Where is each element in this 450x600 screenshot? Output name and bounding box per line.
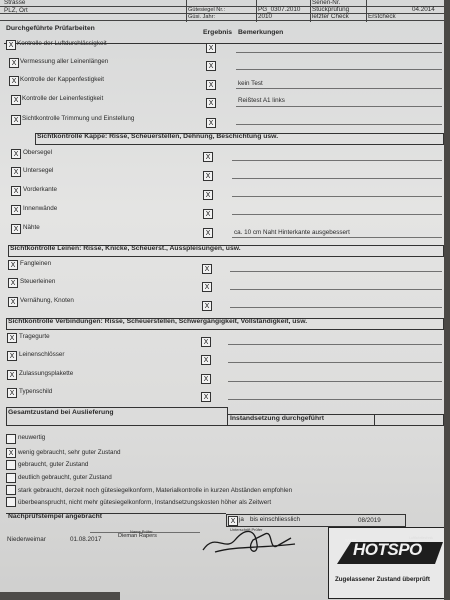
section2-check-3[interactable]: X [11, 205, 21, 215]
section4-line-0 [228, 344, 442, 345]
section3-line-0 [230, 271, 442, 272]
header-divider-1 [186, 0, 187, 22]
guesi-jahr-label: Güsi. Jahr: [188, 14, 216, 20]
section2-result-2[interactable]: X [203, 190, 213, 200]
stueckpruefung-label: Stückprüfung [312, 6, 350, 13]
strasse-label: Strasse [4, 0, 26, 6]
logo-www: www. [345, 538, 357, 544]
bis-value: 08/2019 [358, 517, 381, 524]
section1-title: Durchgeführte Prüfarbeiten [6, 25, 95, 32]
section4-result-2[interactable]: X [201, 374, 211, 384]
unterschrift-label: Unterschrift Prüfer [230, 527, 263, 532]
header-divider-3 [310, 0, 311, 22]
section2-line-4 [232, 237, 442, 238]
section2-check-1[interactable]: X [11, 167, 21, 177]
section2-check-4[interactable]: X [11, 224, 21, 234]
condition-label-3: deutlich gebraucht, guter Zustand [18, 474, 112, 481]
section3-label-1: Steuerleinen [20, 278, 56, 285]
section1-remark-3: Reißtest A1 links [238, 97, 285, 104]
header-rule-2 [0, 20, 444, 21]
section2-line-2 [232, 196, 442, 197]
header-divider-4 [366, 0, 367, 22]
section2-label-1: Untersegel [23, 167, 54, 174]
section1-line-1 [236, 69, 442, 70]
stempel-ja-check[interactable]: X [228, 516, 238, 526]
condition-label-5: überbeansprucht, nicht mehr gütesiegelkonform, Instandsetzungskosten höher als Zeitwert [18, 499, 272, 506]
section1-check-3[interactable]: X [11, 95, 21, 105]
section4-label-0: Tragegurte [19, 333, 50, 340]
section5-right-extra-box [374, 414, 444, 426]
section2-label-0: Obersegel [23, 149, 53, 156]
section2-check-2[interactable]: X [11, 186, 21, 196]
section1-label-2: Kontrolle der Kappenfestigkeit [20, 76, 105, 83]
section4-check-0[interactable]: X [7, 333, 17, 343]
plz-ort-label: PLZ, Ort [4, 7, 28, 14]
section1-label-0: Kontrolle der Luftdurchlässigkeit [17, 40, 107, 47]
signature [195, 522, 315, 562]
photo-edge-right [444, 0, 450, 600]
section2-result-3[interactable]: X [203, 209, 213, 219]
section4-result-3[interactable]: X [201, 392, 211, 402]
section1-check-2[interactable]: X [9, 76, 19, 86]
section1-check-4[interactable]: X [11, 115, 21, 125]
section3-line-2 [230, 307, 442, 308]
section4-result-1[interactable]: X [201, 355, 211, 365]
section3-line-1 [230, 289, 442, 290]
section1-result-2[interactable]: X [206, 80, 216, 90]
section1-result-1[interactable]: X [206, 61, 216, 71]
section2-remark-4: ca. 10 cm Naht Hinterkante ausgebessert [234, 229, 350, 236]
logo-text: HOTSPO [353, 540, 422, 559]
section4-check-2[interactable]: X [7, 370, 17, 380]
guetesiegel-label: Gütesiegel Nr.: [188, 7, 225, 13]
condition-check-4[interactable] [6, 485, 16, 495]
section3-check-2[interactable]: X [8, 297, 18, 307]
section2-label-3: Innenwände [23, 205, 58, 212]
section1-check-1[interactable]: X [9, 58, 19, 68]
section1-line-4 [236, 124, 442, 125]
section3-result-1[interactable]: X [202, 282, 212, 292]
section1-check-0[interactable]: X [6, 40, 16, 50]
section3-check-1[interactable]: X [8, 278, 18, 288]
condition-check-2[interactable] [6, 460, 16, 470]
section2-title: Sichtkontrolle Kappe: Risse, Scheuerstellen, Dehnung, Beschichtung usw. [37, 133, 279, 140]
bemerkungen-header: Bemerkungen [238, 29, 284, 36]
condition-check-5[interactable] [6, 497, 16, 507]
ergebnis-header: Ergebnis [203, 29, 233, 36]
section2-result-0[interactable]: X [203, 152, 213, 162]
photo-edge-bottom [0, 592, 120, 600]
section4-line-3 [228, 399, 442, 400]
condition-label-0: neuwertig [18, 434, 46, 441]
section2-result-4[interactable]: X [203, 228, 213, 238]
stempel-ja-label: ja [239, 516, 244, 523]
condition-label-4: stark gebraucht, derzeit noch gütesiegelkonform, Materialkontrolle in kurzen Abständen empfohlen [18, 487, 293, 494]
name-pruefer-label: Name Prüfer [130, 529, 153, 534]
section3-check-0[interactable]: X [8, 260, 18, 270]
section4-check-3[interactable]: X [7, 388, 17, 398]
section5-title-left: Gesamtzustand bei Auslieferung [8, 409, 114, 416]
letzter-check-label: letzter Check [312, 13, 349, 20]
header-divider-2 [256, 0, 257, 22]
pruefer-name: Dieman Rapers [118, 533, 157, 539]
guesi-jahr-value: 2010 [258, 13, 273, 20]
logo-sub: Luftfahrttechnik [409, 536, 433, 540]
section2-line-1 [232, 178, 442, 179]
section4-result-0[interactable]: X [201, 337, 211, 347]
section4-label-1: Leinenschlösser [19, 351, 65, 358]
section4-line-2 [228, 381, 442, 382]
guetesiegel-value: PG_0307.2010 [258, 6, 301, 13]
section1-line-2 [236, 88, 442, 89]
section1-result-3[interactable]: X [206, 98, 216, 108]
section2-result-1[interactable]: X [203, 171, 213, 181]
section4-label-3: Typenschild [19, 388, 53, 395]
section1-line-3 [236, 106, 442, 107]
section4-label-2: Zulassungsplakette [19, 370, 74, 377]
section3-label-0: Fangleinen [20, 260, 52, 267]
serien-label: Serien-Nr. [312, 0, 341, 6]
section4-title: Sichtkontrolle Verbindungen: Risse, Scheuerstellen, Schwergängigkeit, Vollständigkeit, usw. [8, 318, 308, 325]
zugelassen-text: Zugelassener Zustand überprüft [335, 576, 430, 583]
company-stamp [328, 527, 450, 599]
section4-check-1[interactable]: X [7, 351, 17, 361]
section5-title-right: Instandsetzung durchgeführt [230, 415, 325, 422]
section4-line-1 [228, 362, 442, 363]
section2-label-2: Vorderkante [23, 186, 57, 193]
section2-check-0[interactable]: X [11, 149, 21, 159]
section3-result-0[interactable]: X [202, 264, 212, 274]
condition-check-0[interactable] [6, 434, 16, 444]
section1-label-4: Sichtkontrolle Trimmung und Einstellung [22, 115, 135, 122]
section3-result-2[interactable]: X [202, 301, 212, 311]
stueckpruefung-value: 04.2014 [412, 6, 435, 13]
date: 01.08.2017 [70, 536, 102, 543]
section2-line-0 [232, 160, 442, 161]
condition-check-3[interactable] [6, 473, 16, 483]
section1-label-3: Kontrolle der Leinenfestigkeit [22, 95, 104, 102]
bis-label: bis einschliesslich [250, 516, 301, 523]
stempel-title: Nachprüfstempel angebracht [8, 513, 103, 520]
condition-check-1[interactable]: X [6, 448, 16, 458]
section1-label-1: Vermessung aller Leinenlängen [20, 58, 109, 65]
place: Niederweimar [7, 536, 46, 543]
section2-line-3 [232, 214, 442, 215]
section1-result-4[interactable]: X [206, 118, 216, 128]
condition-label-2: gebraucht, guter Zustand [18, 461, 89, 468]
section1-result-0[interactable]: X [206, 43, 216, 53]
section1-line-0 [236, 52, 442, 53]
condition-label-1: wenig gebraucht, sehr guter Zustand [18, 449, 121, 456]
section3-title: Sichtkontrolle Leinen: Risse, Knicke, Scheuerst., Ausspleisungen, usw. [10, 245, 241, 252]
erstcheck-value: Erstcheck [368, 13, 396, 20]
section3-label-2: Vernähung, Knoten [20, 297, 74, 304]
section1-remark-2: kein Test [238, 80, 263, 87]
section2-label-4: Nähte [23, 224, 40, 231]
